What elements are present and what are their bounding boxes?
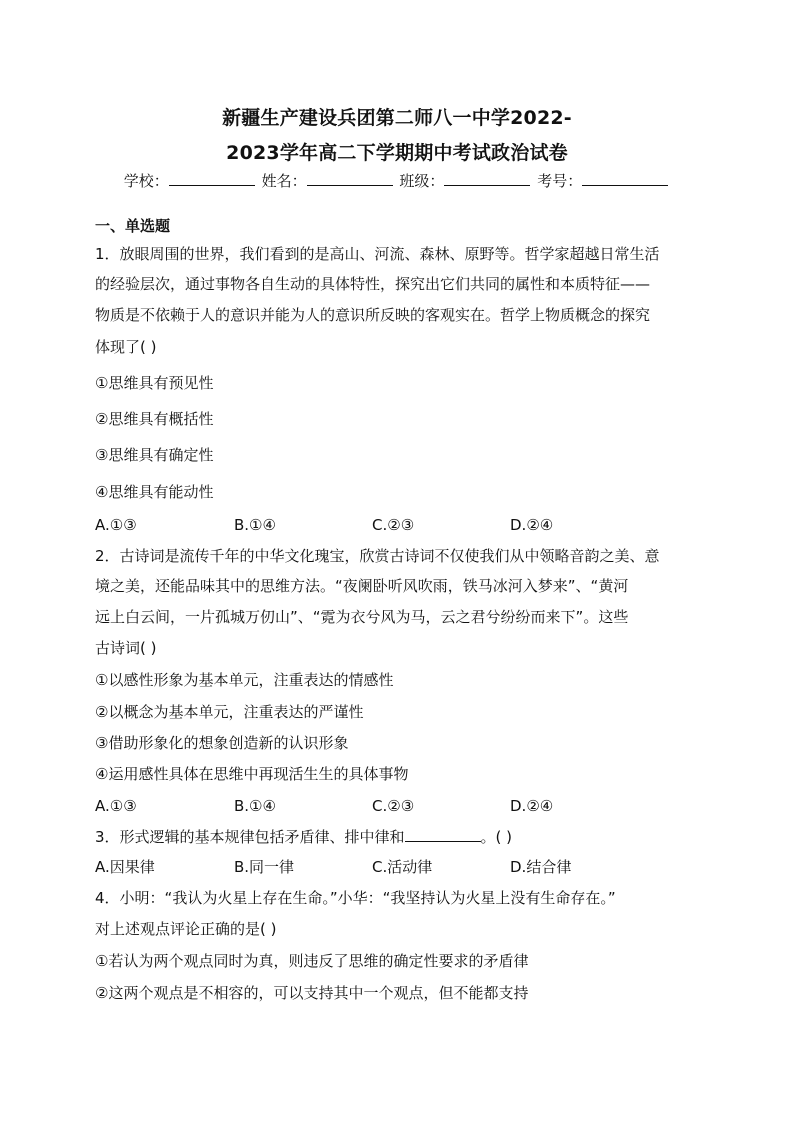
q2-stem-line: 古诗词( ) (95, 639, 157, 657)
name-blank (307, 171, 393, 186)
q2-option-a: A.①③ (95, 797, 137, 815)
q3-stem-end: 。( ) (480, 828, 513, 846)
q2-stem-line: 远上白云间，一片孤城万仞山”、“霓为衣兮风为马，云之君兮纷纷而来下”。这些 (95, 608, 629, 626)
q4-stem-line: 4．小明：“我认为火星上存在生命。”小华：“我坚持认为火星上没有生命存在。” (95, 889, 616, 907)
exam-number-label: 考号： (537, 172, 583, 190)
school-blank (169, 171, 255, 186)
q4-statement: ②这两个观点是不相容的，可以支持其中一个观点，但不能都支持 (95, 984, 529, 1002)
q1-statement: ②思维具有概括性 (95, 410, 214, 428)
q3-option-b: B.同一律 (234, 858, 295, 876)
q3-option-a: A.因果律 (95, 858, 155, 876)
q3-stem-text: 3．形式逻辑的基本规律包括矛盾律、排中律和 (95, 828, 405, 846)
q2-option-d: D.②④ (510, 797, 554, 815)
q1-option-d: D.②④ (510, 516, 554, 534)
name-label: 姓名： (261, 172, 307, 190)
q1-statement: ①思维具有预见性 (95, 374, 214, 392)
q1-stem-line: 体现了( ) (95, 338, 157, 356)
q3-fill-blank (405, 827, 481, 842)
student-info-row (0, 170, 794, 191)
q4-statement: ①若认为两个观点同时为真，则违反了思维的确定性要求的矛盾律 (95, 952, 529, 970)
q1-option-c: C.②③ (372, 516, 415, 534)
q1-stem-line: 的经验层次，通过事物各自生动的具体特性，探究出它们共同的属性和本质特征—— (95, 275, 651, 293)
q1-stem-line: 1．放眼周围的世界，我们看到的是高山、河流、森林、原野等。哲学家超越日常生活 (95, 245, 660, 263)
q2-statement: ①以感性形象为基本单元，注重表达的情感性 (95, 671, 394, 689)
q1-statement: ③思维具有确定性 (95, 446, 214, 464)
q2-statement: ③借助形象化的想象创造新的认识形象 (95, 734, 349, 752)
exam-number-blank (582, 171, 668, 186)
q2-option-b: B.①④ (234, 797, 276, 815)
q1-option-a: A.①③ (95, 516, 137, 534)
q1-stem-line: 物质是不依赖于人的意识并能为人的意识所反映的客观实在。哲学上物质概念的探究 (95, 306, 651, 324)
q2-option-c: C.②③ (372, 797, 415, 815)
class-label: 班级： (399, 172, 445, 190)
q3-option-c: C.活动律 (372, 858, 433, 876)
section-title: 一、单选题 (95, 217, 171, 235)
q2-stem-line: 2．古诗词是流传千年的中华文化瑰宝，欣赏古诗词不仅使我们从中领略音韵之美、意 (95, 547, 660, 565)
q3-stem (95, 827, 512, 847)
class-blank (444, 171, 530, 186)
q2-statement: ②以概念为基本单元，注重表达的严谨性 (95, 703, 364, 721)
school-label: 学校： (123, 172, 169, 190)
exam-title-line-2: 2023学年高二下学期期中考试政治试卷 (226, 142, 568, 164)
exam-title-line-1: 新疆生产建设兵团第二师八一中学2022- (222, 107, 572, 129)
q4-stem-line: 对上述观点评论正确的是( ) (95, 920, 277, 938)
q3-option-d: D.结合律 (510, 858, 572, 876)
q1-statement: ④思维具有能动性 (95, 483, 214, 501)
q2-stem-line: 境之美，还能品味其中的思维方法。“夜阑卧听风吹雨，铁马冰河入梦来”、“黄河 (95, 577, 629, 595)
q1-option-b: B.①④ (234, 516, 276, 534)
q2-statement: ④运用感性具体在思维中再现活生生的具体事物 (95, 765, 409, 783)
